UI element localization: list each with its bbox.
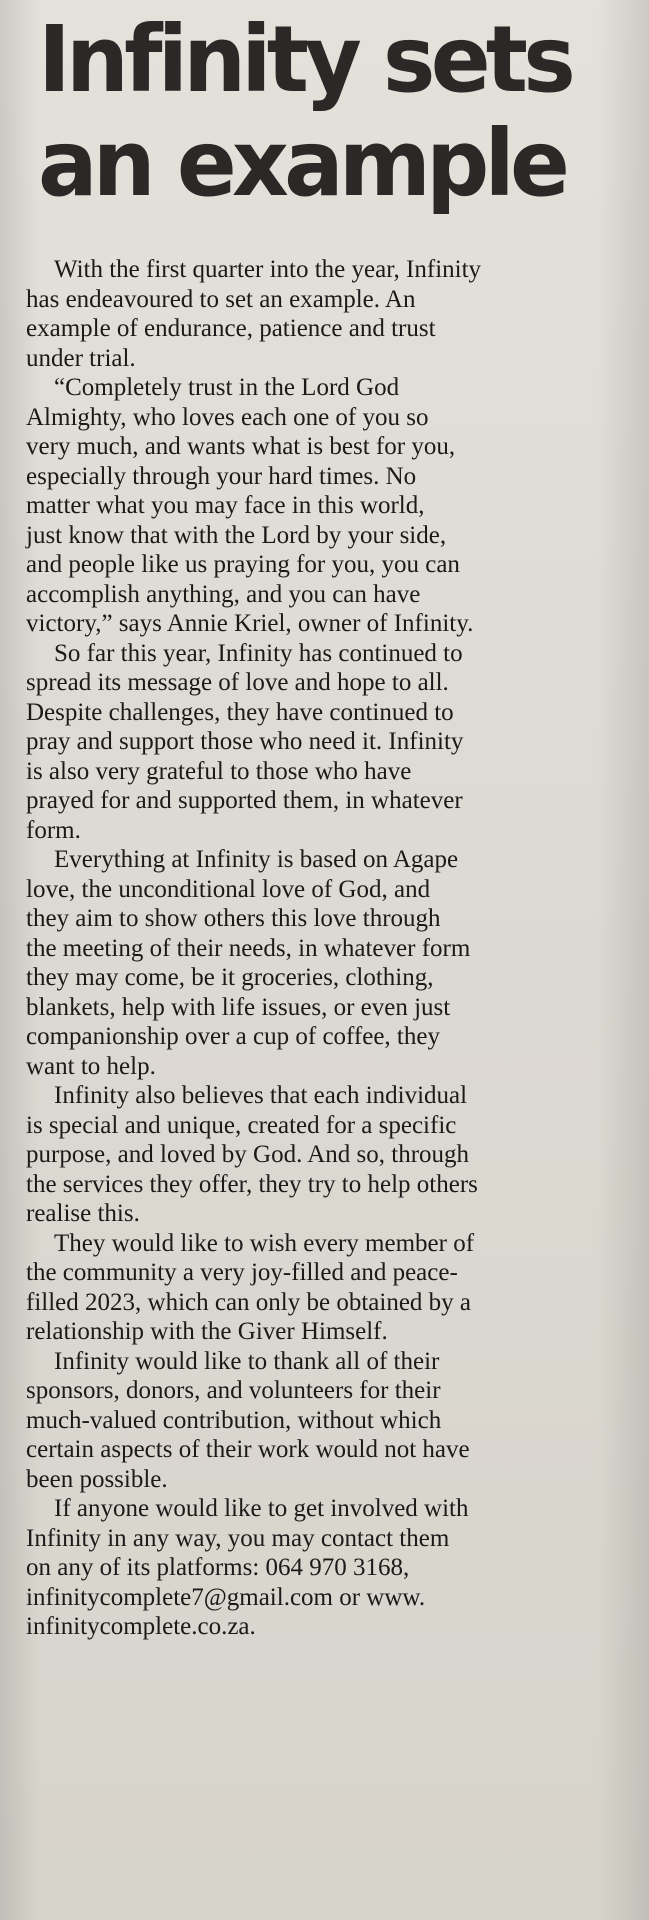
paragraph-line: they aim to show others this love through bbox=[26, 905, 441, 932]
headline bbox=[38, 8, 614, 216]
paragraph-line: prayed for and supported them, in whatever bbox=[26, 787, 463, 814]
article-paragraph bbox=[26, 639, 626, 846]
paragraph-line: companionship over a cup of coffee, they bbox=[26, 1023, 440, 1050]
paragraph-line: on any of its platforms: 064 970 3168, bbox=[26, 1554, 410, 1581]
article-paragraph bbox=[26, 1229, 626, 1347]
paragraph-line: If anyone would like to get involved with bbox=[54, 1495, 469, 1522]
paragraph-line: They would like to wish every member of bbox=[54, 1229, 475, 1257]
article-paragraph bbox=[26, 255, 626, 373]
paragraph-line: filled 2023, which can only be obtained by a bbox=[26, 1288, 472, 1316]
paragraph-line: With the first quarter into the year, Infinity bbox=[54, 256, 482, 283]
paragraph-line: Everything at Infinity is based on Agape bbox=[54, 846, 459, 873]
paragraph-line: much-valued contribution, without which bbox=[26, 1406, 442, 1434]
paragraph-line: Despite challenges, they have continued to bbox=[26, 698, 454, 726]
paragraph-line: purpose, and loved by God. And so, through bbox=[26, 1141, 470, 1168]
paragraph-line: has endeavoured to set an example. An bbox=[26, 285, 416, 313]
paragraph-line: under trial. bbox=[26, 344, 136, 372]
paragraph-line: they may come, be it groceries, clothing, bbox=[26, 964, 434, 991]
article-paragraph bbox=[26, 373, 626, 639]
article-paragraph bbox=[26, 1494, 626, 1642]
article-paragraph bbox=[26, 845, 626, 1081]
paragraph-line: the meeting of their needs, in whatever form bbox=[26, 934, 471, 962]
paragraph-line: Infinity in any way, you may contact them bbox=[26, 1524, 450, 1552]
paragraph-line: very much, and wants what is best for you, bbox=[26, 433, 456, 460]
paragraph-line: realise this. bbox=[26, 1200, 140, 1227]
paragraph-line: Infinity would like to thank all of their bbox=[54, 1347, 440, 1375]
paragraph-line: the services they offer, they try to help others bbox=[26, 1170, 478, 1198]
paragraph-line: infinitycomplete.co.za. bbox=[26, 1613, 256, 1640]
article-paragraph bbox=[26, 1081, 626, 1229]
paragraph-line: spread its message of love and hope to all. bbox=[26, 669, 449, 696]
paragraph-line: accomplish anything, and you can have bbox=[26, 580, 421, 608]
paragraph-line: sponsors, donors, and volunteers for their bbox=[26, 1377, 441, 1404]
article-paragraph bbox=[26, 1347, 626, 1495]
paragraph-line: just know that with the Lord by your side, bbox=[26, 521, 447, 549]
paragraph-line: relationship with the Giver Himself. bbox=[26, 1318, 388, 1345]
paragraph-line: blankets, help with life issues, or even just bbox=[26, 993, 451, 1021]
paragraph-line: is special and unique, created for a specific bbox=[26, 1111, 457, 1139]
paragraph-line: infinitycomplete7@gmail.com or www. bbox=[26, 1583, 426, 1611]
paragraph-line: example of endurance, patience and trust bbox=[26, 315, 436, 342]
paragraph-line: certain aspects of their work would not have bbox=[26, 1436, 470, 1463]
paragraph-line: love, the unconditional love of God, and bbox=[26, 875, 431, 903]
paragraph-line: been possible. bbox=[26, 1465, 168, 1493]
paragraph-line: want to help. bbox=[26, 1052, 156, 1080]
paragraph-line: “Completely trust in the Lord God bbox=[54, 374, 400, 401]
paragraph-line: and people like us praying for you, you can bbox=[26, 551, 460, 578]
paragraph-line: the community a very joy-filled and peace- bbox=[26, 1259, 458, 1286]
headline-line: an example bbox=[38, 110, 566, 217]
paragraph-line: Infinity also believes that each individual bbox=[54, 1082, 468, 1109]
paragraph-line: victory,” says Annie Kriel, owner of Infinity. bbox=[26, 610, 474, 637]
paragraph-line: matter what you may face in this world, bbox=[26, 492, 425, 519]
paragraph-line: So far this year, Infinity has continued to bbox=[54, 639, 463, 667]
paragraph-line: Almighty, who loves each one of you so bbox=[26, 403, 429, 431]
paragraph-line: form. bbox=[26, 816, 81, 844]
paragraph-line: is also very grateful to those who have bbox=[26, 757, 412, 785]
headline-line: Infinity sets bbox=[38, 6, 571, 113]
article-body bbox=[26, 255, 626, 1642]
paragraph-line: especially through your hard times. No bbox=[26, 462, 417, 490]
paragraph-line: pray and support those who need it. Infinity bbox=[26, 728, 464, 755]
